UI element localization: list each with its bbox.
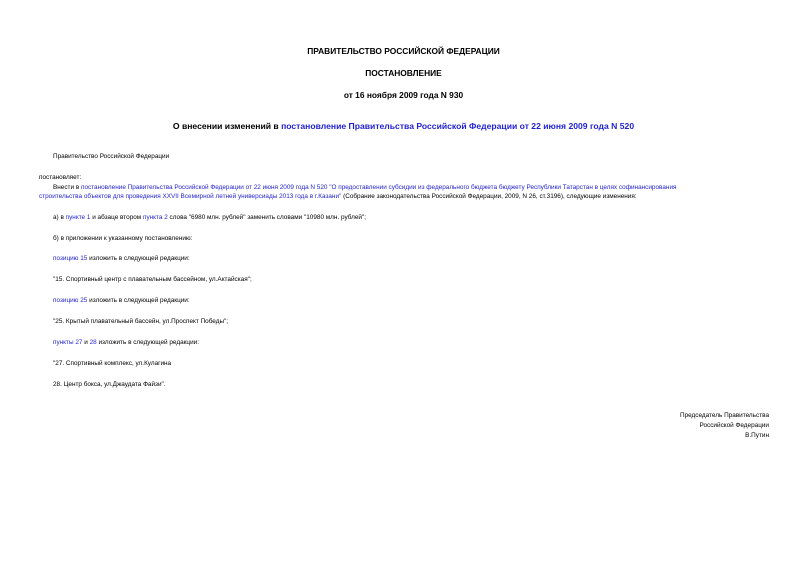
paragraph-amend-line2 [39, 192, 637, 201]
amend-intro-text: Внести в [53, 184, 81, 191]
item-a-text-2: и абзаце втором [90, 214, 143, 221]
document-title-link[interactable]: постановление Правительства Российской Федерации от 22 июня 2009 года N 520 [281, 121, 635, 131]
amend-subsidy-link-part1[interactable]: "О предоставлении субсидии из федерального бюджета бюджету Республики Татарстан в целях софинансирования [327, 184, 677, 191]
position-15-text: изложить в следующей редакции: [87, 255, 190, 262]
paragraph-resolves: постановляет: [39, 174, 82, 181]
government-heading: ПРАВИТЕЛЬСТВО РОССИЙСКОЙ ФЕДЕРАЦИИ [307, 46, 500, 56]
document-title-prefix: О внесении изменений в [172, 121, 282, 131]
paragraph-position-15 [53, 254, 190, 263]
paragraph-position-25 [53, 296, 190, 305]
item-a-point1-link[interactable]: пункте 1 [65, 214, 91, 221]
points-text-2: и [82, 339, 90, 346]
points-28-link[interactable]: 28 [89, 339, 97, 346]
document-date-number: от 16 ноября 2009 года N 930 [343, 90, 464, 100]
item-a-text-3: слова "6980 млн. рублей" заменить словами "10980 млн. рублей"; [167, 214, 367, 221]
paragraph-amend-line1 [53, 183, 676, 192]
paragraph-points-27-28 [53, 338, 199, 347]
document-type-heading: ПОСТАНОВЛЕНИЕ [365, 68, 442, 78]
paragraph-government: Правительство Российской Федерации [53, 153, 170, 160]
item-a-text-1: а) в [53, 214, 66, 221]
document-title [0, 121, 807, 132]
points-text-3: изложить в следующей редакции: [96, 339, 199, 346]
position-15-link[interactable]: позицию 15 [53, 255, 88, 262]
amend-subsidy-link-part2[interactable]: строительства объектов для проведения XXVII Всемирной летней универсиады 2013 года в г.Казани" [39, 193, 342, 200]
position-25-text: изложить в следующей редакции: [87, 297, 190, 304]
paragraph-item-15: "15. Спортивный центр с плавательным бассейном, ул.Актайская"; [53, 276, 252, 283]
points-27-link[interactable]: пункты 27 [53, 339, 83, 346]
signature-name: В.Путин [745, 432, 769, 439]
paragraph-item-25: "25. Крытый плавательный бассейн, ул.Проспект Победы"; [53, 318, 229, 325]
paragraph-item-a [53, 213, 366, 222]
amend-resolution-link[interactable]: постановление Правительства Российской Федерации от 22 июня 2009 года N 520 [80, 184, 328, 191]
signature-title: Председатель Правительства [680, 412, 769, 419]
signature-country: Российской Федерации [699, 422, 769, 429]
position-25-link[interactable]: позицию 25 [53, 297, 88, 304]
amend-source-text: (Собрание законодательства Российской Федерации, 2009, N 26, ст.3196), следующие изменения: [341, 193, 637, 200]
item-a-point2-link[interactable]: пункта 2 [142, 214, 168, 221]
paragraph-item-28: 28. Центр бокса, ул.Джаудата Файзи". [53, 381, 166, 388]
paragraph-item-b: б) в приложении к указанному постановлению: [53, 235, 193, 242]
paragraph-item-27: "27. Спортивный комплекс, ул.Кулагина [53, 360, 172, 367]
